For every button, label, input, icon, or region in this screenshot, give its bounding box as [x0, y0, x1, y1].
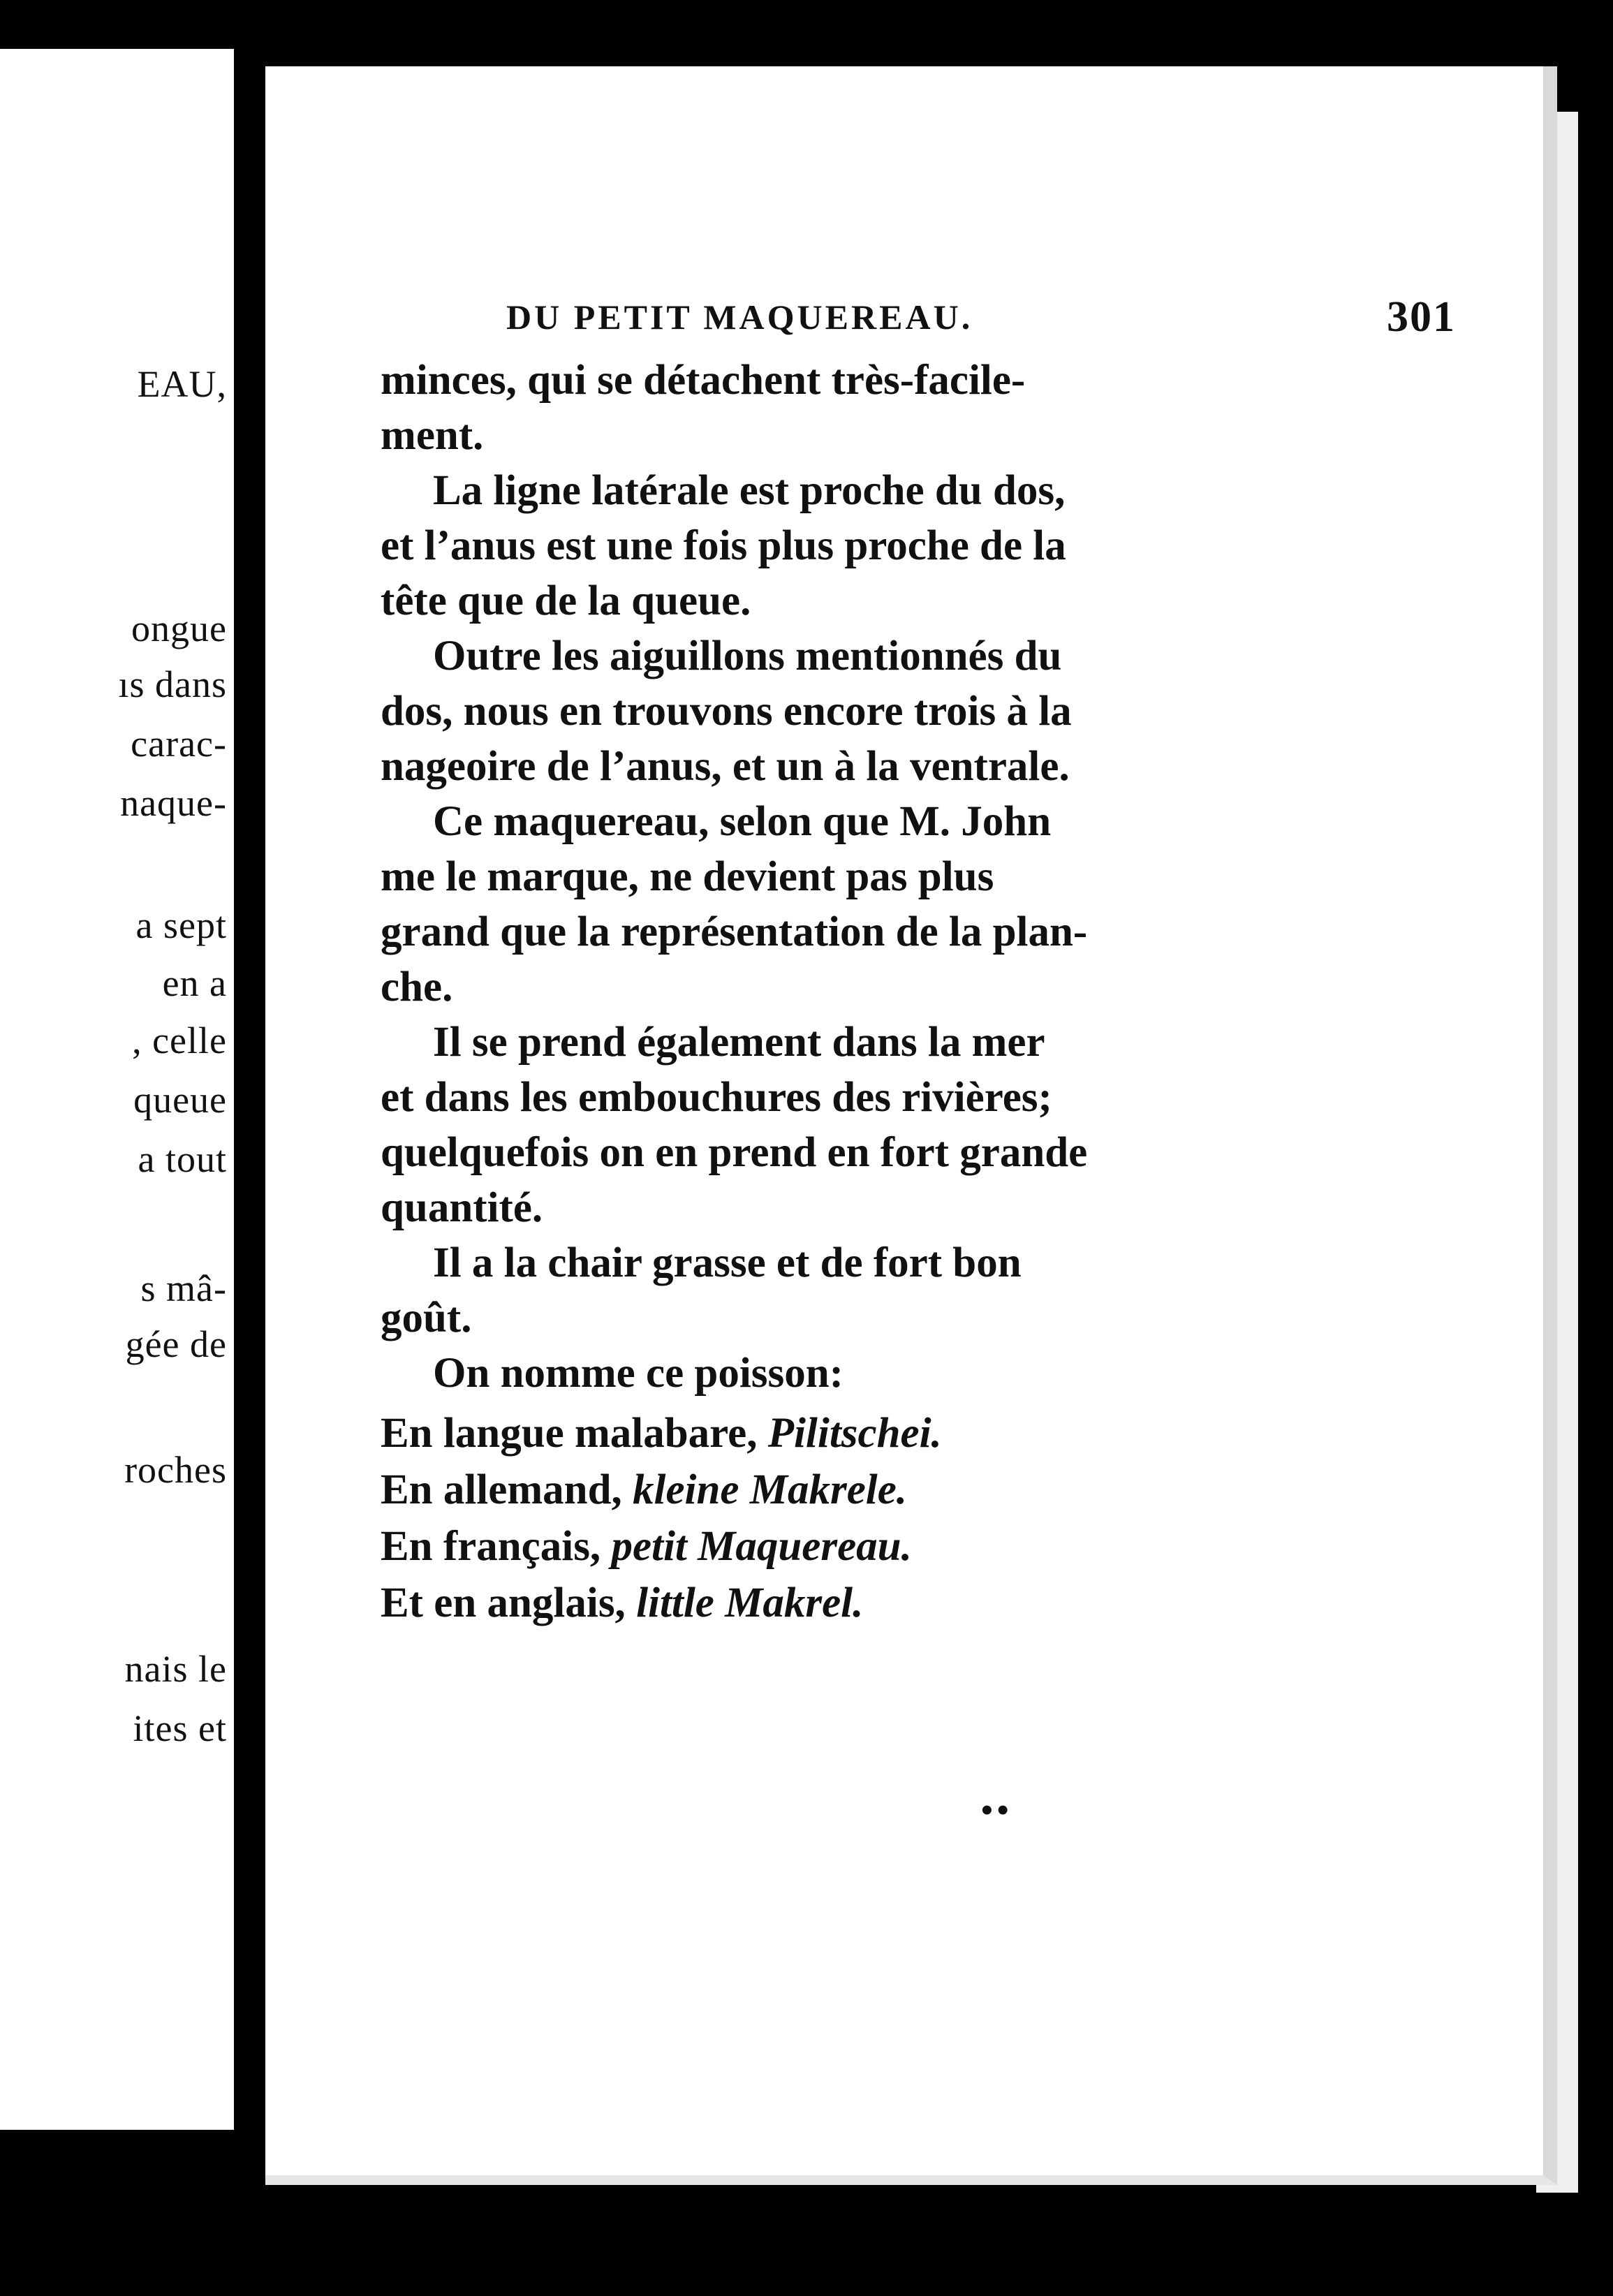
left-page-line: , celle [132, 1020, 227, 1061]
text-line: nageoire de l’anus, et un à la ventrale. [381, 743, 1070, 790]
left-page-line: ongue [131, 608, 227, 649]
text-line: et dans les embouchures des rivières; [381, 1074, 1052, 1121]
name-entry [381, 1575, 1191, 1631]
ornament: •• [981, 1792, 1013, 1829]
text-line: La ligne latérale est proche du dos, [433, 467, 1066, 514]
text-line: ment. [381, 412, 484, 459]
text-line: tête que de la queue. [381, 577, 751, 624]
fish-name: Pilitschei. [767, 1410, 942, 1457]
fish-name: little Makrel. [636, 1580, 864, 1626]
left-page-line: carac- [131, 723, 227, 765]
name-list [381, 1405, 1191, 1631]
text-line: dos, nous en trouvons encore trois à la [381, 688, 1072, 735]
running-title: DU PETIT MAQUEREAU. [506, 297, 973, 337]
running-header [506, 293, 1456, 341]
text-line: quelquefois on en prend en fort grande [381, 1129, 1088, 1176]
text-line: quantité. [381, 1184, 543, 1231]
name-entry [381, 1518, 1191, 1575]
fish-name: kleine Makrele. [633, 1466, 908, 1513]
name-entry [381, 1405, 1191, 1462]
name-entry [381, 1462, 1191, 1518]
left-page-line: roches [124, 1449, 227, 1491]
left-page-line: s mâ- [140, 1267, 227, 1309]
text-line: goût. [381, 1295, 472, 1341]
name-language: Et en anglais, [381, 1580, 637, 1626]
left-page-line: en a [162, 962, 227, 1004]
text-line: et l’anus est une fois plus proche de la [381, 522, 1066, 569]
text-line: On nomme ce poisson: [433, 1350, 844, 1397]
paragraph [381, 794, 1191, 1015]
page-number: 301 [1387, 293, 1456, 341]
text-line: grand que la représentation de la plan- [381, 908, 1088, 955]
paragraph [381, 1015, 1191, 1235]
text-line: Outre les aiguillons mentionnés du [433, 633, 1062, 679]
left-page-line: ıs dans [118, 663, 227, 705]
right-page [265, 66, 1557, 2185]
paragraph [381, 463, 1191, 628]
left-page-line: EAU, [137, 363, 227, 405]
text-line: Ce maquereau, selon que M. John [433, 798, 1052, 845]
name-language: En français, [381, 1523, 612, 1570]
paragraph [381, 353, 1191, 463]
paragraph [381, 1346, 1191, 1401]
text-line: che. [381, 964, 453, 1010]
left-page-line: gée de [125, 1323, 227, 1365]
paragraphs [381, 353, 1191, 1401]
text-line: me le marque, ne devient pas plus [381, 853, 994, 900]
text-line: Il se prend également dans la mer [433, 1019, 1045, 1066]
left-page-line: queue [133, 1079, 227, 1121]
left-page-line: a sept [135, 904, 227, 946]
name-language: En allemand, [381, 1466, 633, 1513]
text-line: minces, qui se détachent très-facile- [381, 357, 1026, 404]
paragraph [381, 1235, 1191, 1346]
text-line: Il a la chair grasse et de fort bon [433, 1239, 1022, 1286]
left-page-line: a tout [138, 1138, 227, 1180]
left-facing-page [0, 49, 234, 2130]
body-text [381, 353, 1191, 1631]
left-page-line: ites et [133, 1707, 227, 1749]
name-language: En langue malabare, [381, 1410, 768, 1457]
left-page-line: nais le [124, 1648, 227, 1690]
left-page-line: naque- [120, 782, 227, 824]
paragraph [381, 628, 1191, 794]
fish-name: petit Maquereau. [611, 1523, 912, 1570]
